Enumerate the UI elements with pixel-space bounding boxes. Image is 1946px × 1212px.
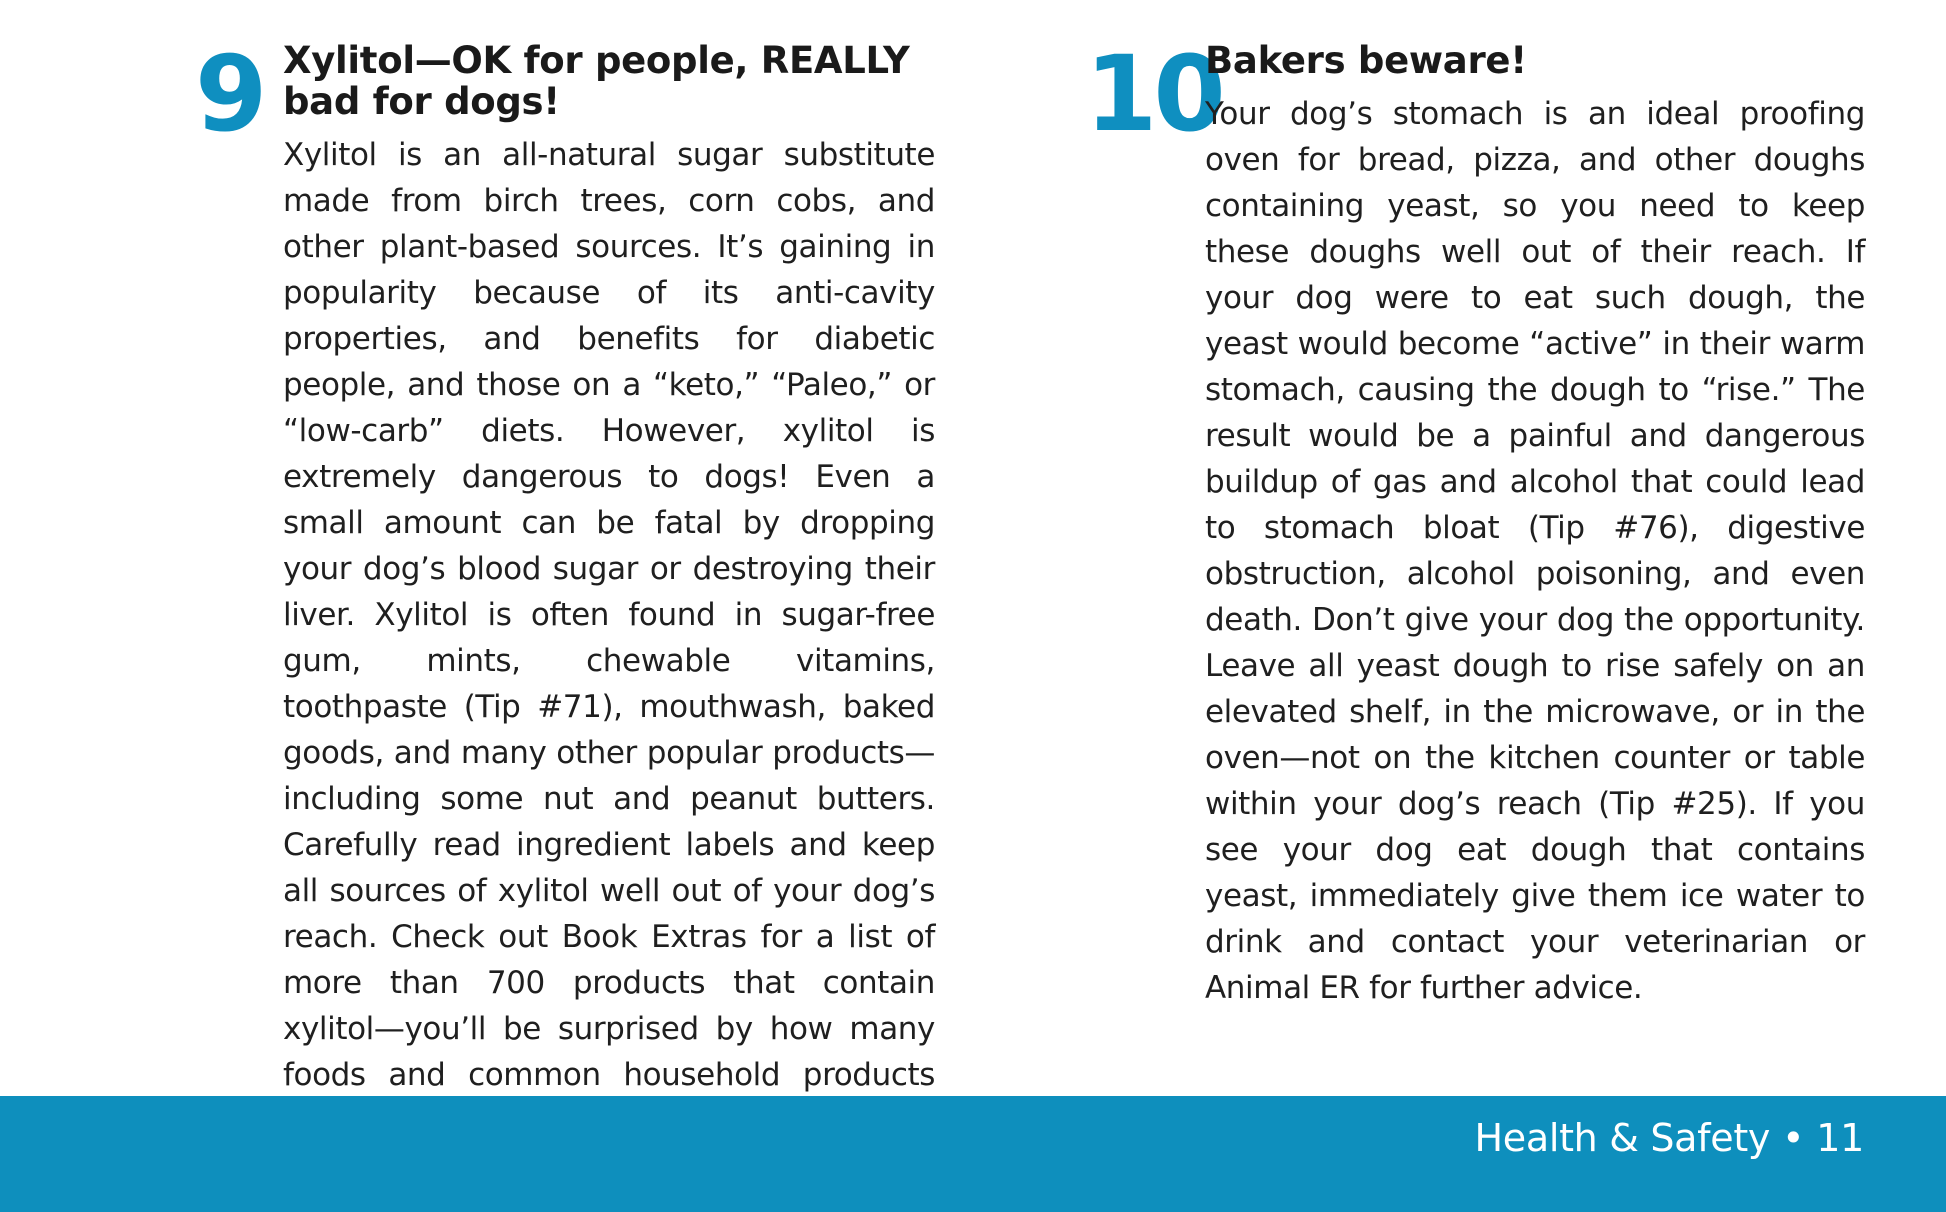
tip-heading: Bakers beware!: [1205, 39, 1527, 82]
footer-separator: •: [1782, 1116, 1805, 1160]
page-number: 11: [1816, 1116, 1864, 1160]
running-footer: [1474, 1116, 1864, 1160]
footer-band: [0, 1096, 1946, 1212]
tip-content: [1205, 40, 1865, 1011]
tip-heading: Xylitol—OK for people, REALLY bad for dogs!: [283, 39, 910, 123]
tip-content: [283, 40, 935, 1144]
tip-body: Your dog’s stomach is an ideal proofing oven for bread, pizza, and other doughs containing yeast, so you need to keep these doughs well out of their reach. If your dog were to eat such dough, the yeast would become “active” in their warm stomach, causing the dough to “rise.” The result would be a painful and dangerous buildup of gas and alcohol that could lead to stomach bloat (Tip #76), digestive obstruction, alcohol poisoning, and even death. Don’t give your dog the opportunity. Leave all yeast dough to rise safely on an elevated shelf, in the microwave, or in the oven—not on the kitchen counter or table within your dog’s reach (Tip #25). If you see your dog eat dough that contains yeast, immediately give them ice water to drink and contact your veterinarian or Animal ER for further advice.: [1205, 96, 1865, 1006]
tip-body: Xylitol is an all-natural sugar substitute made from birch trees, corn cobs, and other plant-based sources. It’s gaining in popularity because of its anti-cavity properties, and benefits for diabetic people, and those on a “keto,” “Paleo,” or “low-carb” diets. However, xylitol is extremely dangerous to dogs! Even a small amount can be fatal by dropping your dog’s blood sugar or destroying their liver. Xylitol is often found in sugar-free gum, mints, chewable vitamins, toothpaste (Tip #71), mouthwash, baked goods, and many other popular products—including some nut and peanut butters. Carefully read ingredient labels and keep all sources of xylitol well out of your dog’s reach. Check out Book Extras for a list of more than 700 products that contain xylitol—you’ll be surprised by how many foods and common household products: [283, 137, 935, 1093]
tip-number: 10: [1085, 33, 1222, 155]
section-title: Health & Safety: [1474, 1116, 1771, 1160]
tip-number: 9: [195, 33, 264, 155]
